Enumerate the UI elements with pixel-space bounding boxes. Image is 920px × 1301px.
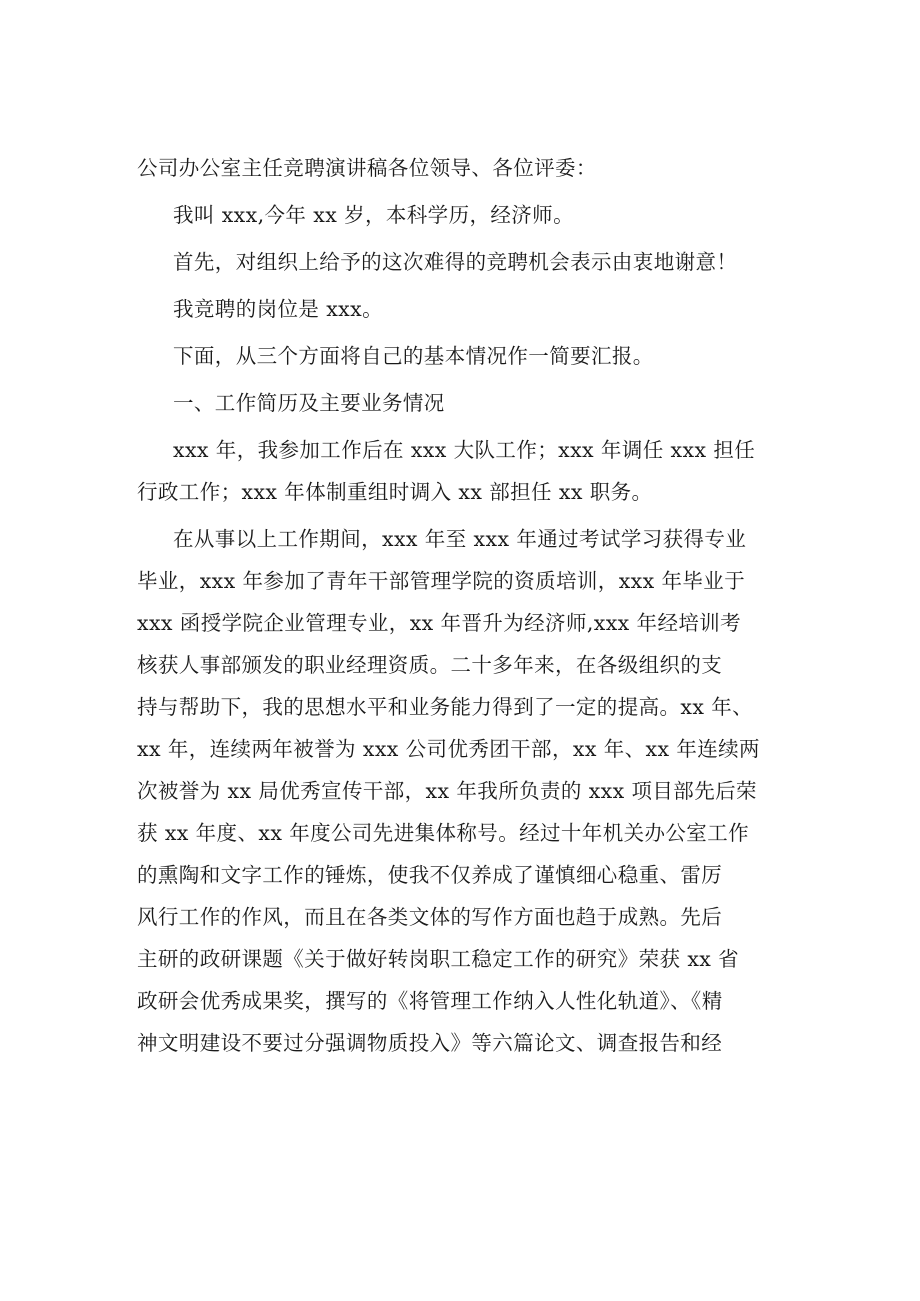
paragraph-line: 毕业，xxx 年参加了青年干部管理学院的资质培训，xxx 年毕业于 [137,569,746,593]
intro-paragraph: 我叫 xxx,今年 xx 岁，本科学历，经济师。 [173,203,574,227]
achievements-paragraph [137,518,797,1064]
paragraph-line: 风行工作的作风，而且在各类文体的写作方面也趋于成熟。先后 [137,905,723,929]
paragraph-line: xx 年，连续两年被誉为 xxx 公司优秀团干部，xx 年、xx 年连续两 [137,737,760,761]
overview-paragraph: 下面，从三个方面将自己的基本情况作一简要汇报。 [173,344,654,368]
paragraph-line: 持与帮助下，我的思想水平和业务能力得到了一定的提高。xx 年、 [137,695,754,719]
paragraph-line: 神文明建设不要过分强调物质投入》等六篇论文、调查报告和经 [137,1031,723,1055]
position-paragraph: 我竞聘的岗位是 xxx。 [173,297,383,321]
paragraph-line: xxx 函授学院企业管理专业，xx 年晋升为经济师,xxx 年经培训考 [137,611,742,635]
paragraph-line: 主研的政研课题《关于做好转岗职工稳定工作的研究》荣获 xx 省 [137,947,740,971]
work-history-paragraph [137,429,797,513]
document-body [137,147,797,1064]
paragraph-line: 核获人事部颁发的职业经理资质。二十多年来，在各级组织的支 [137,653,723,677]
paragraph-line: 次被誉为 xx 局优秀宣传干部，xx 年我所负责的 xxx 项目部先后荣 [137,779,757,803]
paragraph-line: 政研会优秀成果奖，撰写的《将管理工作纳入人性化轨道》、《精 [137,989,723,1013]
paragraph-line: xxx 年，我参加工作后在 xxx 大队工作；xxx 年调任 xxx 担任 [173,438,756,462]
paragraph-line: 行政工作；xxx 年体制重组时调入 xx 部担任 xx 职务。 [137,480,653,504]
thanks-paragraph: 首先，对组织上给予的这次难得的竞聘机会表示由衷地谢意！ [173,250,738,274]
section-heading: 一、工作简历及主要业务情况 [173,391,445,415]
paragraph-line: 获 xx 年度、xx 年度公司先进集体称号。经过十年机关办公室工作 [137,821,749,845]
title-line: 公司办公室主任竞聘演讲稿各位领导、各位评委： [137,156,597,180]
paragraph-line: 的熏陶和文字工作的锤炼，使我不仅养成了谨慎细心稳重、雷厉 [137,863,723,887]
paragraph-line: 在从事以上工作期间，xxx 年至 xxx 年通过考试学习获得专业 [173,527,747,551]
